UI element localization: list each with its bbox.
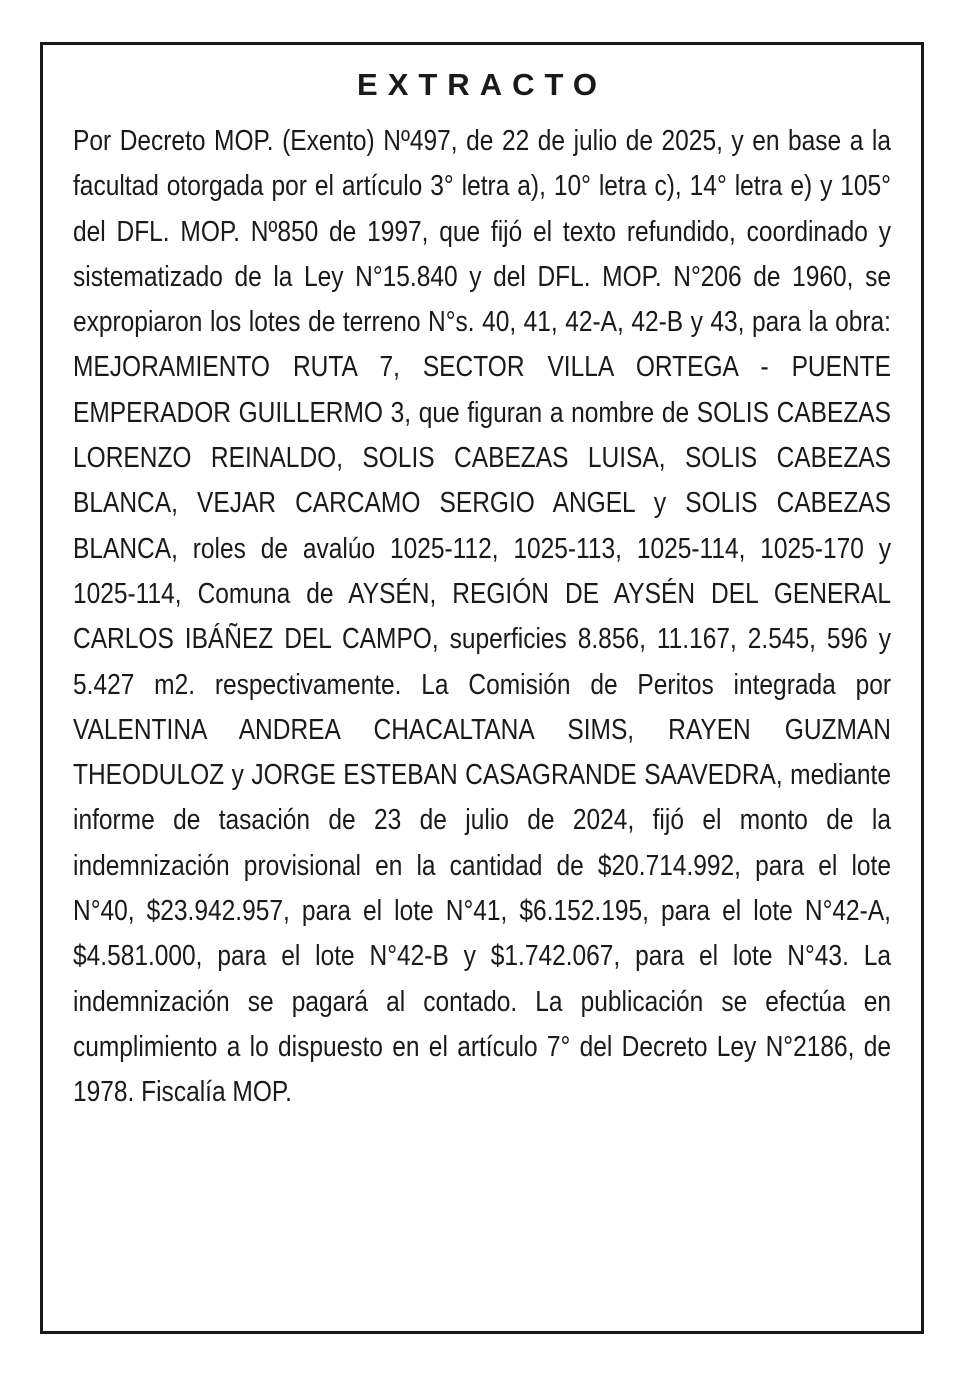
notice-body: Por Decreto MOP. (Exento) Nº497, de 22 de julio de 2025, y en base a la facultad otorgada por el artículo 3° letra a), 10° letra c), 14° letra e) y 105° del DFL. MOP. Nº850 de 1997, que fijó el texto refundido, coordinado y sistematizado de la Ley N°15.840 y del DFL. MOP. N°206 de 1960, se expropiaron los lotes de terreno N°s. 40, 41, 42-A, 42-B y 43, para la obra: MEJORAMIENTO RUTA 7, SECTOR VILLA ORTEGA - PUENTE EMPERADOR GUILLERMO 3, que figuran a nombre de SOLIS CABEZAS LORENZO REINALDO, SOLIS CABEZAS LUISA, SOLIS CABEZAS BLANCA, VEJAR CARCAMO SERGIO ANGEL y SOLIS CABEZAS BLANCA, roles de avalúo 1025-112, 1025-113, 1025-114, 1025-170 y 1025-114, Comuna de AYSÉN, REGIÓN DE AYSÉN DEL GENERAL CARLOS IBÁÑEZ DEL CAMPO, superficies 8.856, 11.167, 2.545, 596 y 5.427 m2. respectivamente. La Comisión de Peritos integrada por VALENTINA ANDREA CHACALTANA SIMS, RAYEN GUZMAN THEODULOZ y JORGE ESTEBAN CASAGRANDE SAAVEDRA, mediante informe de tasación de 23 de julio de 2024, fijó el monto de la indemnización provisional en la cantidad de $20.714.992, para el lote N°40, $23.942.957, para el lote N°41, $6.152.195, para el lote N°42-A, $4.581.000, para el lote N°42-B y $1.742.067, para el lote N°43. La indemnización se pagará al contado. La publicación se efectúa en cumplimiento a lo dispuesto en el artículo 7° del Decreto Ley N°2186, de 1978. Fiscalía MOP. <box>73 125 891 1109</box>
notice-title: EXTRACTO <box>357 67 607 102</box>
notice-frame <box>40 42 924 1334</box>
